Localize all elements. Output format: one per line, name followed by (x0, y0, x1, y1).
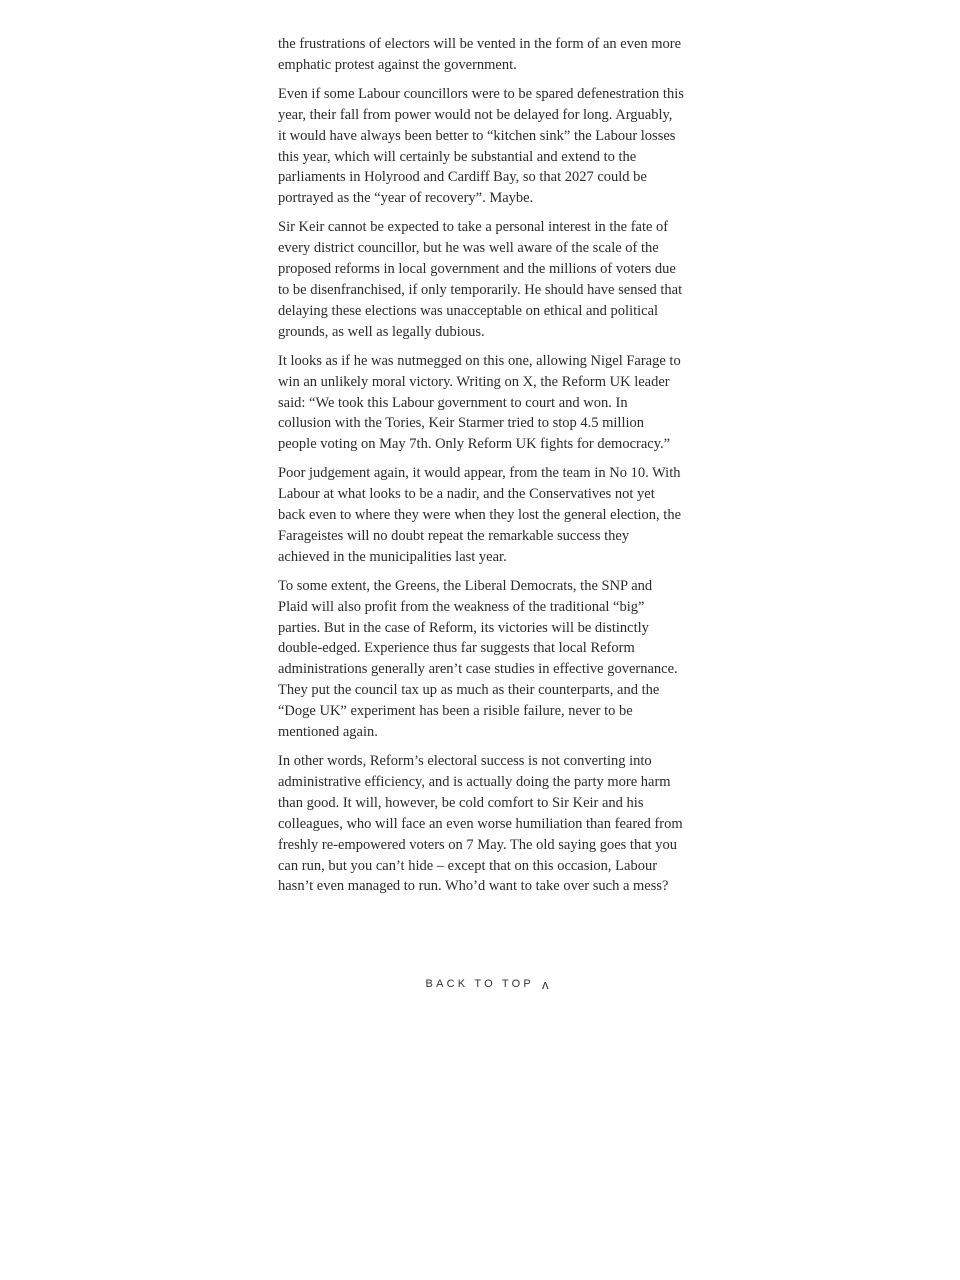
article-body (278, 34, 684, 905)
article-paragraph-1: the frustrations of electors will be vented in the form of an even more emphatic protest against the government. (278, 36, 682, 73)
article-paragraph-4: It looks as if he was nutmegged on this one, allowing Nigel Farage to win an unlikely moral victory. Writing on X, the Reform UK leader said: “We took this Labour government to court and won. In collusion with the Tories, Keir Starmer tried to stop 4.5 million people voting on May 7th. Only Reform UK fights for democracy.” (278, 352, 681, 453)
caret-up-icon: ʌ (541, 977, 549, 992)
back-to-top-label: BACK TO TOP (425, 978, 534, 990)
article-paragraph-5: Poor judgement again, it would appear, from the team in No 10. With Labour at what looks to be a nadir, and the Conservatives not yet back even to where they were when they lost the general election, the Farageistes will no doubt repeat the remarkable success they achieved in the municipalities last year. (278, 465, 682, 565)
article-paragraph-7: In other words, Reform’s electoral success is not converting into administrative efficiency, and is actually doing the party more harm than good. It will, however, be cold comfort to Sir Keir and his colleagues, who will face an even worse humiliation than feared from freshly re-empowered voters on 7 May. The old saying goes that you can run, but you can’t hide – except that on this occasion, Labour hasn’t even managed to run. Who’d want to take over such a mess? (278, 753, 683, 895)
article-paragraph-3: Sir Keir cannot be expected to take a personal interest in the fate of every district councillor, but he was well aware of the scale of the proposed reforms in local government and the millions of voters due to be disenfranchised, if only temporarily. He should have sensed that delaying these elections was unacceptable on ethical and political grounds, as well as legally dubious. (278, 219, 683, 340)
article-paragraph-6: To some extent, the Greens, the Liberal Democrats, the SNP and Plaid will also profit from the weakness of the traditional “big” parties. But in the case of Reform, its victories will be distinctly double-edged. Experience thus far suggests that local Reform administrations generally aren’t case studies in effective governance. They put the council tax up as much as their counterparts, and the “Doge UK” experiment has been a risible failure, never to be mentioned again. (278, 577, 678, 741)
article-paragraph-2: Even if some Labour councillors were to be spared defenestration this year, their fall from power would not be delayed for long. Arguably, it would have always been better to “kitchen sink” the Labour losses this year, which will certainly be substantial and extend to the parliaments in Holyrood and Cardiff Bay, so that 2027 could be portrayed as the “year of recovery”. Maybe. (278, 85, 684, 207)
back-to-top-link[interactable] (0, 975, 960, 990)
